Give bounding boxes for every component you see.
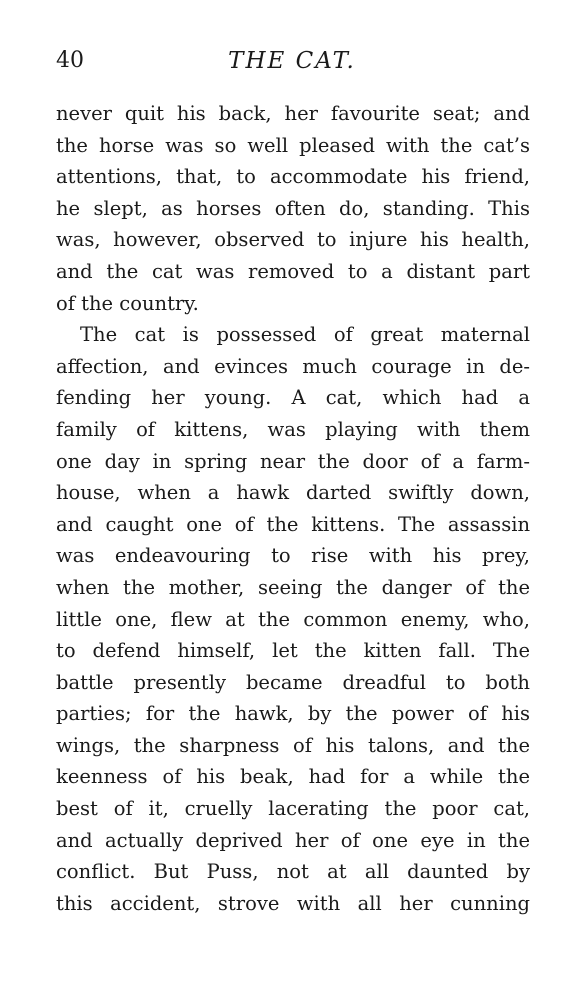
text-line: he slept, as horses often do, standing. This xyxy=(56,196,530,220)
text-line: this accident, strove with all her cunning xyxy=(56,891,530,915)
body-text xyxy=(56,98,530,919)
running-head xyxy=(56,46,528,80)
text-line: and the cat was removed to a distant part xyxy=(56,259,530,283)
paragraph xyxy=(56,319,530,919)
text-line: and caught one of the kittens. The assassin xyxy=(56,512,530,536)
text-line: and actually deprived her of one eye in the xyxy=(56,828,530,852)
text-line: one day in spring near the door of a farm- xyxy=(56,449,530,473)
text-line: conflict. But Puss, not at all daunted by xyxy=(56,860,530,884)
text-line: house, when a hawk darted swiftly down, xyxy=(56,481,530,505)
text-line: when the mother, seeing the danger of the xyxy=(56,575,530,599)
text-line: wings, the sharpness of his talons, and the xyxy=(56,733,530,757)
page-number: 40 xyxy=(56,48,84,73)
text-line: to defend himself, let the kitten fall. The xyxy=(56,639,530,663)
text-line: family of kittens, was playing with them xyxy=(56,417,530,441)
text-line: never quit his back, her favourite seat; and xyxy=(56,102,530,125)
text-line: battle presently became dreadful to both xyxy=(56,670,530,694)
text-line: of the country. xyxy=(56,291,199,315)
text-line: fending her young. A cat, which had a xyxy=(56,386,530,410)
text-line: was endeavouring to rise with his prey, xyxy=(56,544,530,568)
text-line: affection, and evinces much courage in de- xyxy=(56,354,530,378)
running-title: THE CAT. xyxy=(228,48,356,74)
text-line: was, however, observed to injure his health, xyxy=(56,228,530,252)
text-line: best of it, cruelly lacerating the poor cat, xyxy=(56,797,530,821)
text-line: the horse was so well pleased with the cat’s xyxy=(56,133,530,157)
text-line: parties; for the hawk, by the power of his xyxy=(56,702,530,726)
text-line: little one, flew at the common enemy, who, xyxy=(56,607,530,631)
paragraph xyxy=(56,98,530,319)
text-line: keenness of his beak, had for a while the xyxy=(56,765,530,789)
text-line: The cat is possessed of great maternal xyxy=(80,323,530,347)
text-line: attentions, that, to accommodate his friend, xyxy=(56,165,530,189)
